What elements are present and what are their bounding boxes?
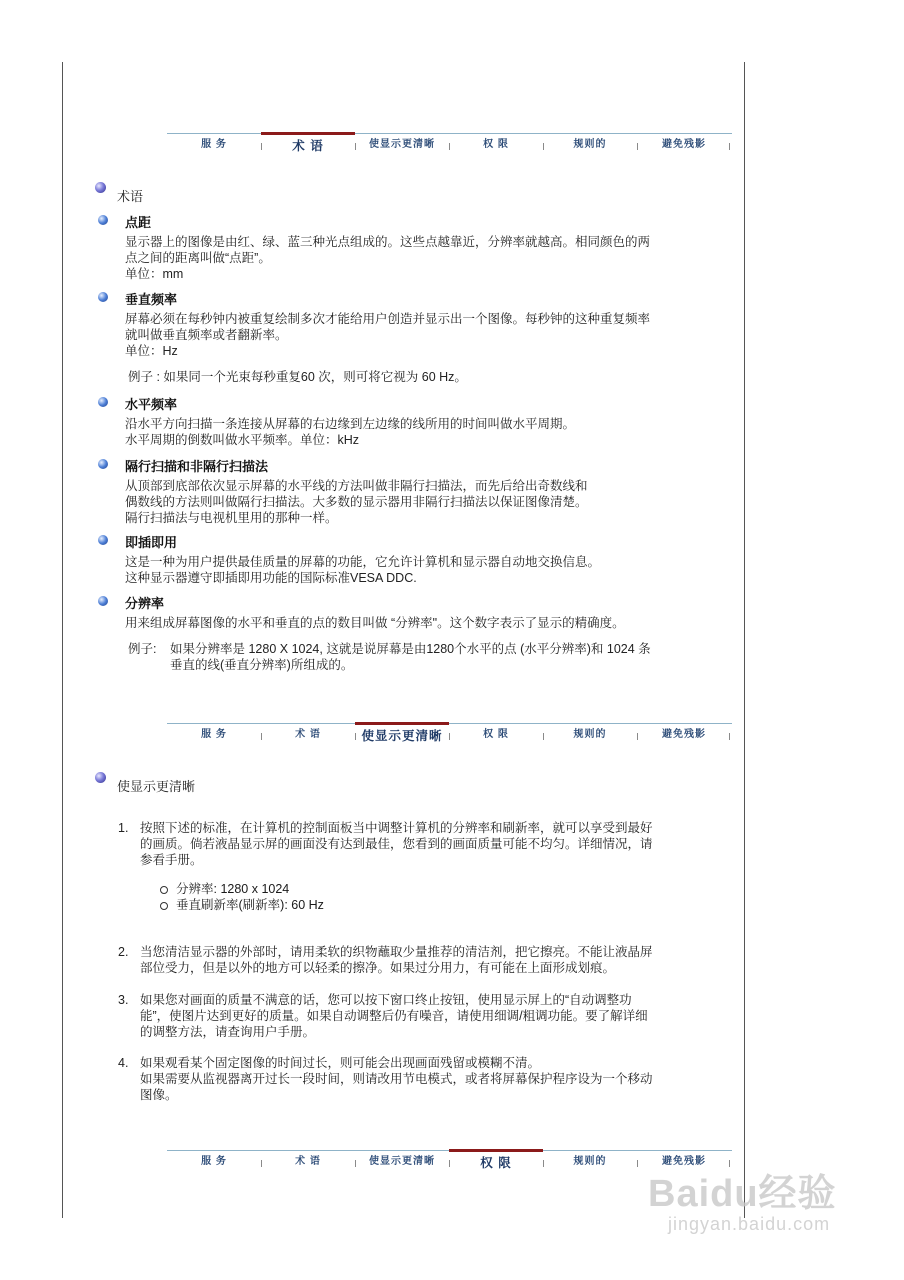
watermark-url: jingyan.baidu.com (668, 1214, 831, 1234)
term-line: 偶数线的方法则叫做隔行扫描法。大多数的显示器用非隔行扫描法以保证图像清楚。 (125, 495, 588, 509)
nav-tab-clarity[interactable]: 使显示更清晰 (369, 139, 435, 150)
term-bullet-icon (98, 292, 108, 302)
term-line: 单位：mm (125, 267, 184, 281)
sub-item-text: 垂直刷新率(刷新率): 60 Hz (176, 898, 324, 912)
nav-bar-top (167, 133, 732, 162)
circle-bullet-icon (160, 902, 168, 910)
step-number: 3. (118, 993, 129, 1007)
nav-tab-terms[interactable]: 术 语 (295, 1156, 321, 1167)
nav-bar-middle (167, 723, 732, 752)
term-line: 显示器上的图像是由红、绿、蓝三种光点组成的。这些点越靠近，分辨率就越高。相同颜色的两 (125, 235, 651, 249)
term-bullet-icon (98, 596, 108, 606)
step-line: 参看手册。 (140, 853, 203, 867)
term-name: 垂直频率 (125, 292, 178, 307)
baidu-watermark (648, 1162, 868, 1242)
section-title-text: 术语 (117, 189, 144, 204)
term-description (125, 416, 575, 448)
sub-list-item (160, 897, 324, 913)
example-resolution-label: 例子: (128, 642, 157, 656)
term-description (125, 478, 588, 526)
example-resolution-text (170, 641, 651, 673)
nav-tab-rules[interactable]: 规则的 (573, 1156, 607, 1167)
nav-tab-rules[interactable]: 规则的 (573, 729, 607, 740)
sub-list-item (160, 881, 324, 897)
term-line: 隔行扫描法与电视机里用的那种一样。 (125, 511, 338, 525)
term-name: 即插即用 (125, 535, 178, 550)
example-line: 如果分辨率是 1280 X 1024, 这就是说屏幕是由1280个水平的点 (水平分辨率)和 1024 条 (170, 642, 651, 656)
nav-separator (729, 733, 730, 740)
term-line: 用来组成屏幕图像的水平和垂直的点的数目叫做 “分辨率"。这个数字表示了显示的精确度。 (125, 616, 625, 630)
step-line: 按照下述的标准，在计算机的控制面板当中调整计算机的分辨率和刷新率，就可以享受到最好 (140, 821, 653, 835)
nav-tab-terms[interactable]: 术 语 (295, 729, 321, 740)
nav-tab-service[interactable]: 服 务 (201, 139, 227, 150)
nav-tab-service[interactable]: 服 务 (201, 729, 227, 740)
nav-tab-service[interactable]: 服 务 (201, 1156, 227, 1167)
step-text (140, 944, 720, 976)
example-line: 垂直的线(垂直分辨率)所组成的。 (170, 658, 354, 672)
step-line: 图像。 (140, 1088, 178, 1102)
circle-bullet-icon (160, 886, 168, 894)
step-text (140, 992, 720, 1040)
globe-bullet-icon (95, 182, 106, 193)
term-description (125, 615, 625, 631)
term-line: 点之间的距离叫做“点距”。 (125, 251, 271, 265)
term-line: 水平周期的倒数叫做水平频率。单位：kHz (125, 433, 360, 447)
right-border-line (744, 62, 745, 1218)
step-number: 2. (118, 945, 129, 959)
section-title-text: 使显示更清晰 (117, 779, 196, 794)
term-line: 这种显示器遵守即插即用功能的国际标准VESA DDC. (125, 571, 417, 585)
term-description (125, 311, 650, 359)
nav-tab-authority[interactable]: 权 限 (483, 139, 509, 150)
step-line: 的调整方法，请查询用户手册。 (140, 1025, 316, 1039)
step-number: 4. (118, 1056, 129, 1070)
term-bullet-icon (98, 215, 108, 225)
step-text (140, 820, 720, 868)
step-number: 1. (118, 821, 129, 835)
step-line: 如果观看某个固定图像的时间过长，则可能会出现画面残留或模糊不清。 (140, 1056, 541, 1070)
term-name: 分辨率 (125, 596, 165, 611)
sub-item-text: 分辨率: 1280 x 1024 (176, 882, 290, 896)
nav-tab-authority[interactable]: 权 限 (449, 1149, 543, 1180)
nav-tab-authority[interactable]: 权 限 (483, 729, 509, 740)
watermark-logo: Baidu经验 (648, 1173, 837, 1215)
term-description (125, 554, 600, 586)
step-line: 当您清洁显示器的外部时，请用柔软的织物蘸取少量推荐的清洁剂，把它擦亮。不能让液晶屏 (140, 945, 653, 959)
term-line: 单位：Hz (125, 344, 178, 358)
step-line: 能”，使图片达到更好的质量。如果自动调整后仍有噪音，请使用细调/粗调功能。要了解详细 (140, 1009, 648, 1023)
step-line: 如果您对画面的质量不满意的话，您可以按下窗口终止按钮，使用显示屏上的“自动调整功 (140, 993, 632, 1007)
left-border-line (62, 62, 63, 1218)
resolution-settings-list (160, 881, 324, 913)
term-bullet-icon (98, 459, 108, 469)
step-line: 的画质。倘若液晶显示屏的画面没有达到最佳，您看到的画面质量可能不均匀。详细情况，请 (140, 837, 653, 851)
step-line: 如果需要从监视器离开过长一段时间，则请改用节电模式，或者将屏幕保护程序设为一个移动 (140, 1072, 653, 1086)
globe-bullet-icon (95, 772, 106, 783)
nav-tab-rules[interactable]: 规则的 (573, 139, 607, 150)
term-line: 就叫做垂直频率或者翻新率。 (125, 328, 288, 342)
term-name: 隔行扫描和非隔行扫描法 (125, 459, 269, 474)
term-bullet-icon (98, 397, 108, 407)
nav-tab-avoid-image-retention[interactable]: 避免残影 (662, 139, 706, 150)
term-bullet-icon (98, 535, 108, 545)
nav-tab-avoid-image-retention[interactable]: 避免残影 (662, 729, 706, 740)
step-line: 部位受力，但是以外的地方可以轻柔的擦净。如果过分用力，有可能在上面形成划痕。 (140, 961, 616, 975)
term-line: 这是一种为用户提供最佳质量的屏幕的功能，它允许计算机和显示器自动地交换信息。 (125, 555, 601, 569)
term-line: 屏幕必须在每秒钟内被重复绘制多次才能给用户创造并显示出一个图像。每秒钟的这种重复频率 (125, 312, 651, 326)
example-vertical-frequency: 例子 : 如果同一个光束每秒重复60 次，则可将它视为 60 Hz。 (128, 370, 467, 384)
nav-tab-terms[interactable]: 术 语 (261, 132, 355, 163)
term-name: 水平频率 (125, 397, 178, 412)
term-description (125, 234, 650, 282)
nav-separator (729, 143, 730, 150)
term-name: 点距 (125, 215, 152, 230)
nav-tab-avoid-image-retention[interactable]: 避免残影 (662, 1156, 706, 1167)
term-line: 沿水平方向扫描一条连接从屏幕的右边缘到左边缘的线所用的时间叫做水平周期。 (125, 417, 576, 431)
step-text (140, 1055, 720, 1103)
nav-tab-clarity[interactable]: 使显示更清晰 (355, 722, 449, 753)
nav-tab-clarity[interactable]: 使显示更清晰 (369, 1156, 435, 1167)
term-line: 从顶部到底部依次显示屏幕的水平线的方法叫做非隔行扫描法，而先后给出奇数线和 (125, 479, 588, 493)
